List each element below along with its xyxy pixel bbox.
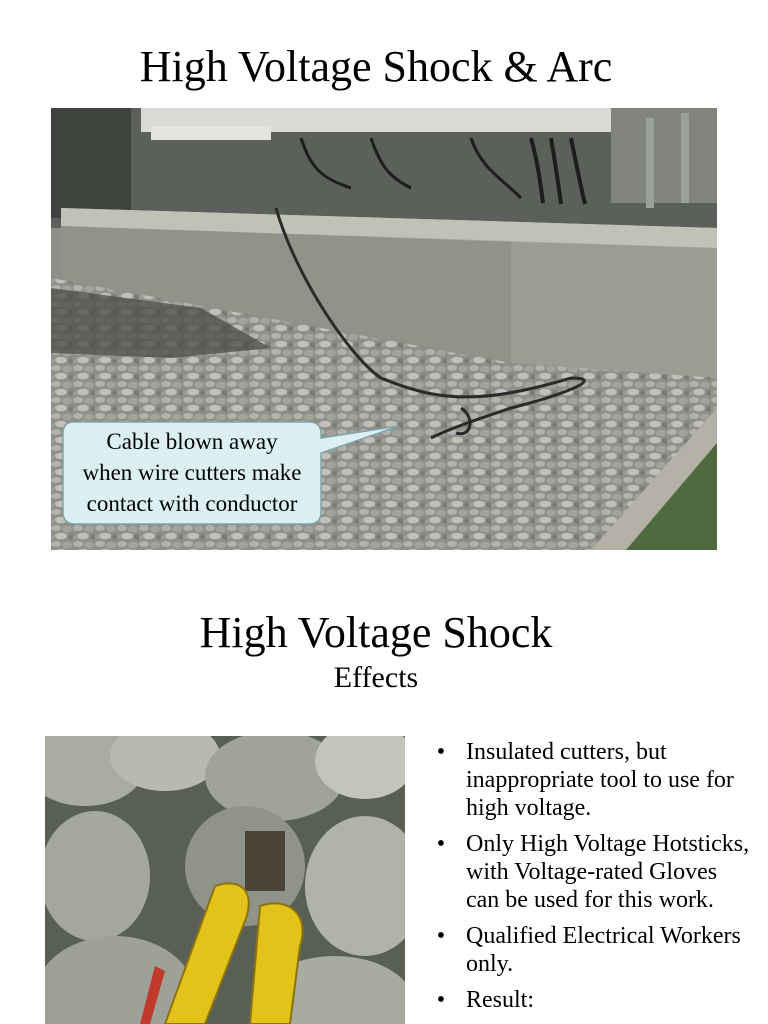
bullet-item xyxy=(434,830,754,914)
bullet-text: Result: xyxy=(466,987,535,1013)
bullet-text: Only High Voltage Hotsticks, with Voltage-rated Gloves can be used for this work. xyxy=(466,831,750,913)
slide-title: High Voltage Shock & Arc xyxy=(139,42,613,91)
bullet-glyph: • xyxy=(436,987,446,1013)
cutters-illustration xyxy=(45,736,405,1024)
slide-subtitle: Effects xyxy=(333,661,419,694)
callout-line: when wire cutters make xyxy=(82,460,302,485)
cutters-photo xyxy=(45,736,405,1024)
bullet-glyph: • xyxy=(436,739,446,765)
bullet-text: Qualified Electrical Workers only. xyxy=(466,923,741,977)
bullet-glyph: • xyxy=(436,831,446,857)
bullet-text: Insulated cutters, but inappropriate tool to use for high voltage. xyxy=(466,739,734,821)
bullet-item xyxy=(434,922,754,978)
bullet-item xyxy=(434,986,754,1014)
callout-line: Cable blown away xyxy=(106,429,278,454)
slide-title: High Voltage Shock xyxy=(199,608,553,657)
callout-text xyxy=(64,426,320,519)
effects-bullet-list xyxy=(434,738,754,1022)
bullet-glyph: • xyxy=(436,923,446,949)
bullet-item xyxy=(434,738,754,822)
callout-line: contact with conductor xyxy=(86,491,298,516)
